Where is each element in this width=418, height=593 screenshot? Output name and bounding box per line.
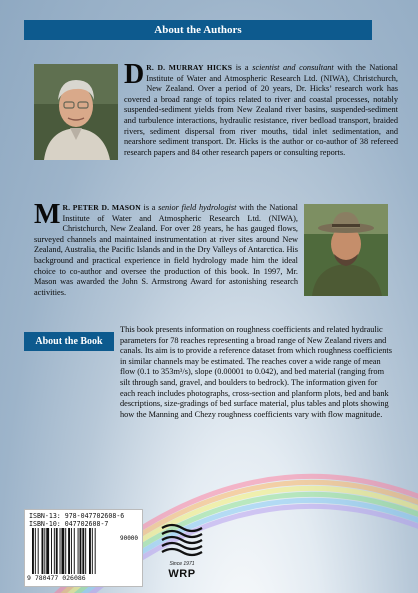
mason-name: R. PETER D. MASON [62,203,141,212]
mason-role: senior field hydrologist [158,203,237,212]
hicks-drop-cap: D [124,59,145,90]
barcode-bar [78,528,79,574]
barcode-bar [95,528,96,574]
wrp-logo [158,520,206,590]
barcode-bar [46,528,49,574]
barcode-bar [68,528,70,574]
mason-text: with the National Institute of Water and Atmospheric Research Ltd. (NIWA), Christchurch, New Zealand. For over 28 years, he has gauged flows, surveyed channels and maintained instrumentation at river sites around New Zealand, Australia, the Pacific Islands and in the Dry Valleys of Antarctica. His background and practical experience in field hydrology made him the ideal choice to co-author and oversee the production of this book. In 1997, Mr. Mason was awarded the John S. Armstrong Award for astonishing research activities. [34,203,298,297]
mason-photo [304,204,388,296]
hicks-text: with the National Institute of Water and Atmospheric Research Ltd. (NIWA), Christchurch, New Zealand. Over a period of 20 years, Dr. Hicks’ research work has covered a broad range of topics related to river and coastal processes, notably suspended-sediment yields from New Zealand river basins, suspended-sediment and turbulence interactions, hydraulic resistance, river bedload transport, braided rivers, sediment dispersal from river mouths, tidal inlet sedimentation, and nearshore sediment transport. Dr. Hicks is the author or co-author of 38 refereed research papers and 84 other research papers or consulting reports. [124,63,398,157]
barcode-bar [65,528,66,574]
barcode-bar [74,528,75,574]
isbn-10: ISBN-10: 047702608-7 [29,520,109,528]
barcode-bar [54,528,55,574]
barcode-bar [71,528,72,574]
hicks-is-a: is a [232,63,253,72]
isbn-13: ISBN-13: 978-047702608-6 [29,512,125,520]
barcode-bar [80,528,82,574]
logo-name: WRP [168,568,196,580]
isbn-barcode [24,509,143,587]
barcode-bar [85,528,86,574]
barcode-bar [60,528,61,574]
hicks-name: R. D. MURRAY HICKS [146,63,233,72]
mason-is-a: is a [140,203,159,212]
mason-drop-cap: M [34,199,61,230]
about-book-header: About the Book [24,332,114,351]
hicks-bio [124,59,398,158]
hicks-photo [34,64,118,160]
barcode-bar [32,528,34,574]
barcode-bars [31,528,121,574]
mason-bio [34,199,298,298]
hicks-role: scientist and consultant [252,63,334,72]
wave-logo-icon [158,520,206,560]
barcode-bar [61,528,64,574]
barcode-bar [82,528,84,574]
barcode-bar [92,528,93,574]
price-code: 90000 [119,535,139,542]
barcode-bar [35,528,36,574]
barcode-bar [89,528,91,574]
book-description-text: This book presents information on roughness coefficients and related hydraulic parameters for 78 reaches representing a broad range of New Zealand rivers and canals. Its aim is to provide a reference dataset from which roughness coefficients in similar channels may be estimated. The reaches cover a wide range of mean flow (0.1 to 353m³/s), slope (0.00001 to 0.042), and bed material (ranging from silt through sand, gravel, and boulders to bedrock). The information given for each reach includes photographs, cross-section and planform plots, bed and bank descriptions, size-gradings of bed surface material, plus tables and plots showing how the Manning and Chezy roughness coefficients vary with flow magnitude. [120,325,392,419]
barcode-digits: 9 780477 026086 [27,574,86,582]
logo-since: Since 1971 [169,561,195,567]
barcode-bar [44,528,45,574]
barcode-bar [42,528,44,574]
about-authors-header: About the Authors [24,20,372,40]
book-description [120,325,394,489]
barcode-bar [38,528,39,574]
barcode-bar [56,528,58,574]
barcode-bar [51,528,52,574]
